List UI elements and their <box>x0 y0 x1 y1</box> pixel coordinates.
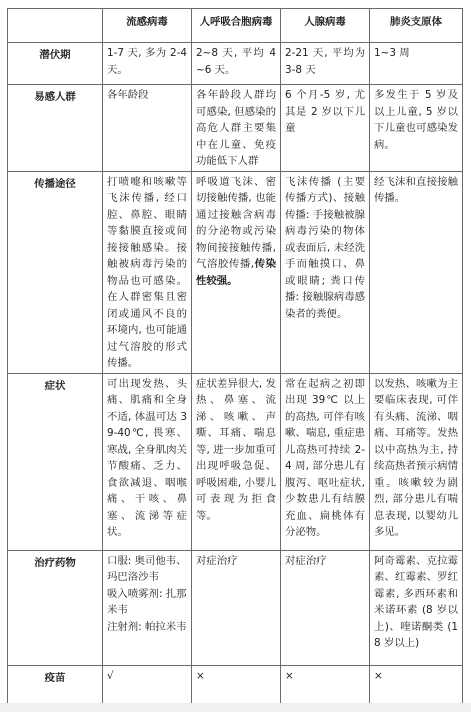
cell-adenovirus: 常在起病之初即出现 39℃ 以上的高热, 可伴有咳嗽、喘息, 重症患儿高热可持续 2-4 周, 部分患儿有腹泻、呕吐症状, 少数患儿有结膜充血、扁桃体有分泌物。 <box>281 373 370 550</box>
row-label: 传播途径 <box>8 171 103 373</box>
cell-influenza: 1-7 天, 多为 2-4 天。 <box>103 43 192 85</box>
cell-adenovirus: 飞沫传播 (主要传播方式)、接触传播: 手接触被腺病毒污染的物体或表面后, 未经洗手而触摸口、鼻或眼睛; 粪口传播: 接触腺病毒感染者的粪便。 <box>281 171 370 373</box>
row-label: 症状 <box>8 373 103 550</box>
cell-adenovirus: 2-21 天, 平均为 3-8 天 <box>281 43 370 85</box>
cell-mycoplasma: 经飞沫和直接接触传播。 <box>370 171 463 373</box>
row-label: 易感人群 <box>8 85 103 172</box>
cell-influenza: 各年龄段 <box>103 85 192 172</box>
page-footer-band <box>0 703 471 712</box>
row-incubation <box>8 43 463 85</box>
cell-rsv-emphasis: 传染性较强。 <box>196 258 277 287</box>
cell-mycoplasma: 阿奇霉素、克拉霉素、红霉素、罗红霉素, 多西环素和米诺环素 (8 岁以上)、喹诺酮类 (18 岁以上) <box>370 550 463 665</box>
cell-rsv: 2~8 天, 平均 4~6 天。 <box>192 43 281 85</box>
cell-rsv: 对症治疗 <box>192 550 281 665</box>
header-corner <box>8 9 103 43</box>
header-adenovirus: 人腺病毒 <box>281 9 370 43</box>
row-symptoms <box>8 373 463 550</box>
header-row <box>8 9 463 43</box>
cell-rsv: 各年龄段人群均可感染, 但感染的高危人群主要集中在儿童、免疫功能低下人群 <box>192 85 281 172</box>
row-label: 治疗药物 <box>8 550 103 665</box>
cell-adenovirus: × <box>281 665 370 710</box>
cell-mycoplasma: 1~3 周 <box>370 43 463 85</box>
header-influenza: 流感病毒 <box>103 9 192 43</box>
cell-rsv: × <box>192 665 281 710</box>
cell-influenza: 口服: 奥司他韦、玛巴洛沙韦 吸入喷雾剂: 扎那米韦 注射剂: 帕拉米韦 <box>103 550 192 665</box>
cell-mycoplasma: 多发生于 5 岁及以上儿童, 5 岁以下儿童也可感染发病。 <box>370 85 463 172</box>
row-transmission <box>8 171 463 373</box>
cell-mycoplasma: × <box>370 665 463 710</box>
row-label: 疫苗 <box>8 665 103 710</box>
cell-influenza: 可出现发热、头痛、肌痛和全身不适, 体温可达 39-40℃, 畏寒、寒战, 全身肌肉关节酸痛、乏力、食欲减退、咽喉痛、干咳、鼻塞、流涕等症状。 <box>103 373 192 550</box>
header-mycoplasma: 肺炎支原体 <box>370 9 463 43</box>
cell-mycoplasma: 以发热、咳嗽为主要临床表现, 可伴有头痛、流涕、咽痛、耳痛等。发热以中高热为主, 持续高热者预示病情重。咳嗽较为剧烈, 部分患儿有喘息表现, 以婴幼儿多见。 <box>370 373 463 550</box>
row-label: 潜伏期 <box>8 43 103 85</box>
cell-adenovirus: 对症治疗 <box>281 550 370 665</box>
comparison-table <box>7 8 463 711</box>
row-treatment <box>8 550 463 665</box>
cell-rsv: 症状差异很大, 发热、鼻塞、流涕、咳嗽、声嘶、耳痛、喘息等, 进一步加重可出现呼吸急促、呼吸困难, 小婴儿可表现为拒食等。 <box>192 373 281 550</box>
header-rsv: 人呼吸合胞病毒 <box>192 9 281 43</box>
cell-rsv-text: 呼吸道飞沫、密切接触传播, 也能通过接触含病毒的分泌物或污染物间接接触传播, 气溶胶传播, <box>196 175 276 270</box>
cell-rsv <box>192 171 281 373</box>
cell-influenza: 打喷嚏和咳嗽等飞沫传播, 经口腔、鼻腔、眼睛等黏膜直接或间接接触感染。接触被病毒污染的物品也可感染。在人群密集且密闭或通风不良的环境内, 也可能通过气溶胶的形式传播。 <box>103 171 192 373</box>
cell-influenza: √ <box>103 665 192 710</box>
row-susceptible <box>8 85 463 172</box>
cell-adenovirus: 6 个月-5 岁, 尤其是 2 岁以下儿童 <box>281 85 370 172</box>
